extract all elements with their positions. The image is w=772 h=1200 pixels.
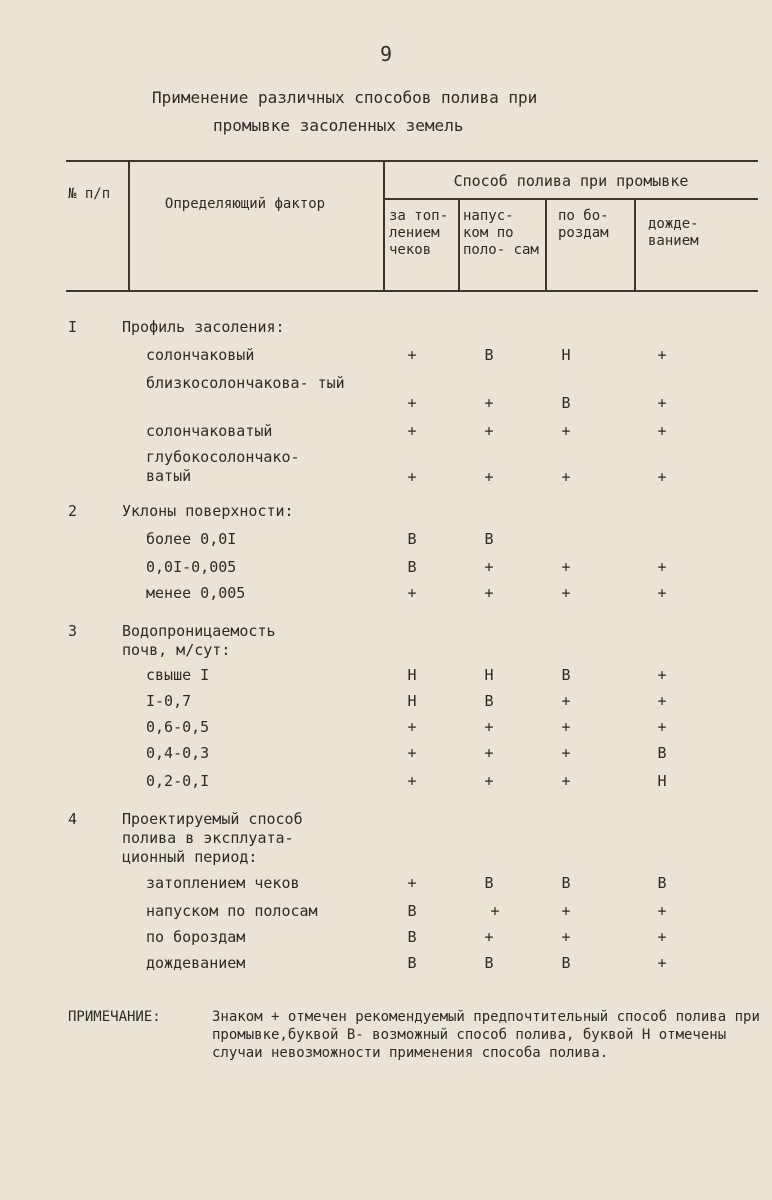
mark-furrows: В (561, 666, 571, 684)
mark-strips: В (484, 954, 494, 972)
header-method-strips: напус- ком по поло- сам (463, 208, 539, 258)
mark-furrows: В (561, 954, 571, 972)
mark-flooding: + (407, 394, 417, 412)
mark-strips: + (484, 558, 494, 576)
mark-flooding: + (407, 718, 417, 736)
col-divider-4 (545, 198, 547, 292)
row-label: свыше I (146, 666, 210, 684)
row-label: более 0,0I (146, 530, 237, 548)
mark-furrows: В (561, 874, 571, 892)
col-divider-5 (634, 198, 636, 292)
mark-strips: + (490, 902, 500, 920)
header-method-sprinkling: дожде- ванием (648, 216, 699, 249)
mark-sprinkling: + (657, 902, 667, 920)
page-title-line-1: Применение различных способов полива при (152, 88, 538, 107)
mark-flooding: В (407, 902, 417, 920)
row-label: солончаковатый (146, 422, 273, 440)
mark-flooding: + (407, 422, 417, 440)
mark-strips: + (484, 394, 494, 412)
section-title: Профиль засоления: (122, 318, 285, 336)
group-header-rule (384, 198, 758, 200)
mark-sprinkling: + (657, 468, 667, 486)
mark-sprinkling: + (657, 584, 667, 602)
header-method-group: Способ полива при промывке (453, 172, 689, 190)
header-method-flooding: за топ- лением чеков (389, 208, 449, 258)
mark-flooding: В (407, 954, 417, 972)
mark-flooding: + (407, 772, 417, 790)
mark-furrows: В (561, 394, 571, 412)
row-label: глубокосолончако- ватый (146, 448, 300, 485)
mark-strips: В (484, 346, 494, 364)
mark-furrows: + (561, 744, 571, 762)
section-number: 4 (68, 810, 78, 828)
row-label: напуском по полосам (146, 902, 318, 920)
row-label: по бороздам (146, 928, 246, 946)
mark-sprinkling: + (657, 718, 667, 736)
row-label: затоплением чеков (146, 874, 300, 892)
mark-furrows: + (561, 772, 571, 790)
row-label: 0,6-0,5 (146, 718, 210, 736)
mark-strips: + (484, 744, 494, 762)
note-text: Знаком + отмечен рекомендуемый предпочтительный способ полива при промывке,буквой В- возможный способ полива, буквой Н отмечены случаи невозможности применения способа полива. (212, 1009, 760, 1061)
mark-sprinkling: + (657, 692, 667, 710)
mark-strips: Н (484, 666, 494, 684)
mark-furrows: + (561, 902, 571, 920)
mark-furrows: + (561, 928, 571, 946)
row-label: 0,4-0,3 (146, 744, 210, 762)
row-label: дождеванием (146, 954, 246, 972)
mark-sprinkling: + (657, 558, 667, 576)
section-title: Водопроницаемость почв, м/сут: (122, 622, 276, 659)
mark-flooding: + (407, 468, 417, 486)
mark-strips: + (484, 584, 494, 602)
mark-sprinkling: Н (657, 772, 667, 790)
mark-strips: В (484, 692, 494, 710)
note-label: ПРИМЕЧАНИЕ: (68, 1009, 161, 1025)
mark-sprinkling: В (657, 744, 667, 762)
row-label: менее 0,005 (146, 584, 246, 602)
row-label: 0,2-0,I (146, 772, 210, 790)
page-number: 9 (379, 42, 393, 66)
section-title: Уклоны поверхности: (122, 502, 294, 520)
mark-strips: + (484, 422, 494, 440)
mark-flooding: В (407, 558, 417, 576)
mark-furrows: Н (561, 346, 571, 364)
mark-furrows: + (561, 422, 571, 440)
col-divider-1 (128, 160, 130, 292)
mark-strips: + (484, 928, 494, 946)
mark-flooding: + (407, 744, 417, 762)
mark-flooding: + (407, 584, 417, 602)
mark-strips: + (484, 718, 494, 736)
mark-flooding: В (407, 928, 417, 946)
mark-sprinkling: В (657, 874, 667, 892)
mark-furrows: + (561, 692, 571, 710)
section-number: 2 (68, 502, 78, 520)
mark-flooding: Н (407, 692, 417, 710)
page-title-line-2: промывке засоленных земель (213, 116, 464, 135)
table-top-rule (66, 160, 758, 162)
header-bottom-rule (66, 290, 758, 292)
row-label: I-0,7 (146, 692, 192, 710)
mark-sprinkling: + (657, 954, 667, 972)
mark-furrows: + (561, 558, 571, 576)
header-factor: Определяющий фактор (164, 196, 326, 212)
mark-sprinkling: + (657, 346, 667, 364)
mark-flooding: + (407, 874, 417, 892)
row-label: близкосолончакова- тый (146, 374, 345, 392)
row-label: 0,0I-0,005 (146, 558, 237, 576)
mark-flooding: Н (407, 666, 417, 684)
row-label: солончаковый (146, 346, 255, 364)
mark-sprinkling: + (657, 422, 667, 440)
header-number: № п/п (68, 186, 111, 202)
section-number: I (68, 318, 78, 336)
col-divider-3 (458, 198, 460, 292)
header-method-furrows: по бо- роздам (558, 208, 609, 241)
mark-sprinkling: + (657, 666, 667, 684)
mark-flooding: В (407, 530, 417, 548)
mark-furrows: + (561, 468, 571, 486)
mark-furrows: + (561, 584, 571, 602)
mark-sprinkling: + (657, 394, 667, 412)
section-number: 3 (68, 622, 78, 640)
mark-strips: + (484, 772, 494, 790)
mark-strips: + (484, 468, 494, 486)
mark-flooding: + (407, 346, 417, 364)
mark-strips: В (484, 530, 494, 548)
mark-sprinkling: + (657, 928, 667, 946)
mark-furrows: + (561, 718, 571, 736)
section-title: Проектируемый способ полива в эксплуата- ционный период: (122, 810, 303, 866)
mark-strips: В (484, 874, 494, 892)
